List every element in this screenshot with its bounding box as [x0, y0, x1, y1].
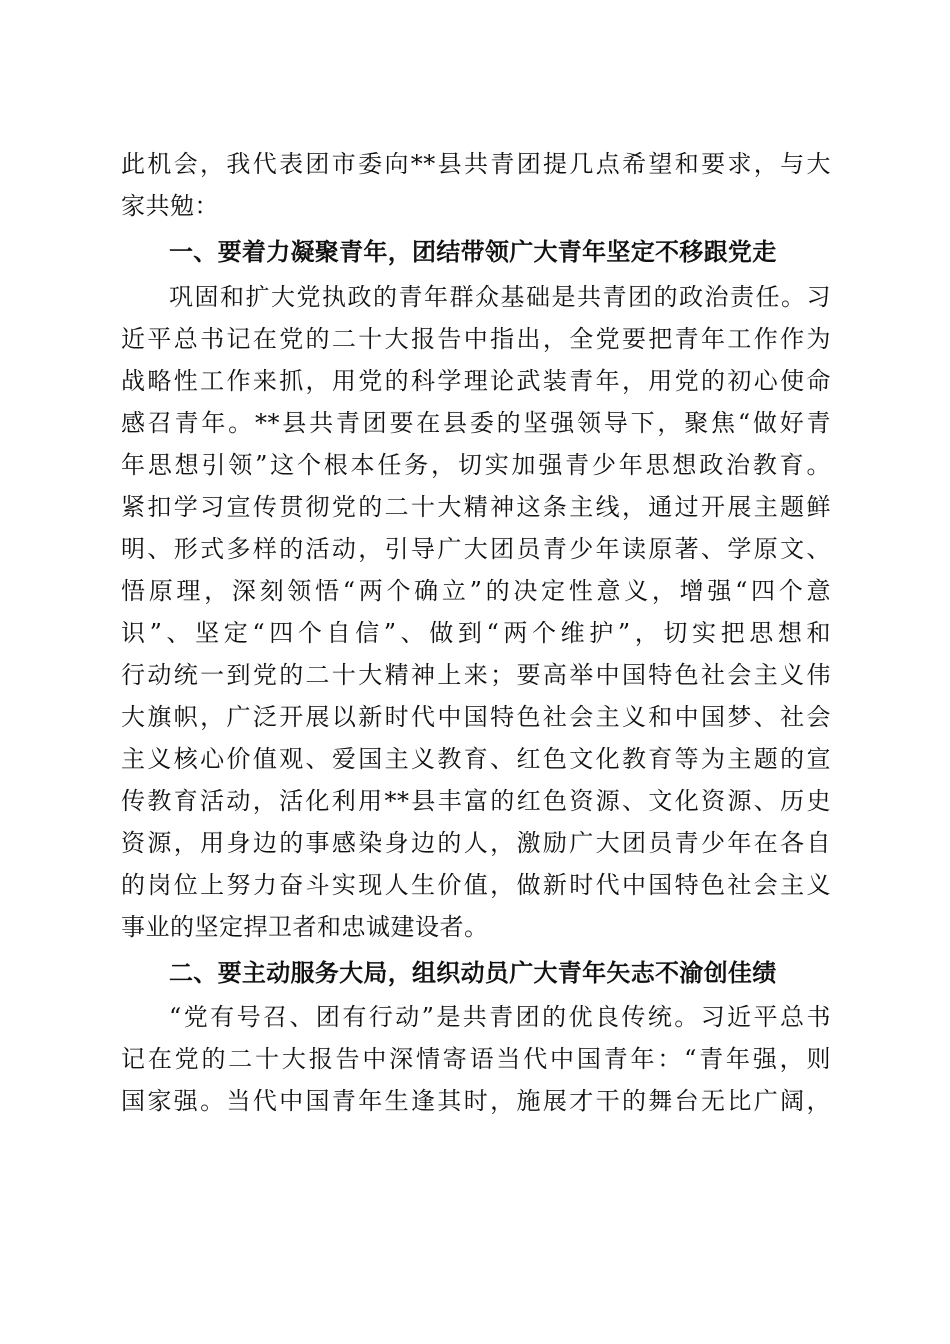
body-text-line: 资源，用身边的事感染身边的人，激励广大团员青少年在各自	[121, 829, 831, 857]
body-text-line: 的岗位上努力奋斗实现人生价值，做新时代中国特色社会主义	[121, 871, 831, 899]
body-text-line: “党有号召、团有行动”是共青团的优良传统。习近平总书	[169, 1003, 831, 1031]
body-text-line: 事业的坚定捍卫者和忠诚建设者。	[121, 913, 489, 941]
body-text-line: 巩固和扩大党执政的青年群众基础是共青团的政治责任。习	[169, 283, 831, 311]
body-text-line: 传教育活动，活化利用**县丰富的红色资源、文化资源、历史	[121, 787, 831, 815]
body-text-line: 记在党的二十大报告中深情寄语当代中国青年：“青年强，则	[121, 1045, 831, 1073]
body-text-line: 主义核心价值观、爱国主义教育、红色文化教育等为主题的宣	[121, 745, 831, 773]
body-text-line: 近平总书记在党的二十大报告中指出，全党要把青年工作作为	[121, 325, 831, 353]
body-text-line: 大旗帜，广泛开展以新时代中国特色社会主义和中国梦、社会	[121, 703, 831, 731]
body-text-line: 国家强。当代中国青年生逢其时，施展才干的舞台无比广阔，	[121, 1087, 831, 1115]
body-text-line: 家共勉：	[121, 192, 219, 220]
body-text-line: 此机会，我代表团市委向**县共青团提几点希望和要求，与大	[121, 150, 831, 178]
body-text-line: 战略性工作来抓，用党的科学理论武装青年，用党的初心使命	[121, 367, 831, 395]
body-text-line: 识”、坚定“四个自信”、做到“两个维护”，切实把思想和	[121, 619, 831, 647]
section-heading-2: 二、要主动服务大局，组织动员广大青年矢志不渝创佳绩	[169, 959, 777, 987]
body-text-line: 悟原理，深刻领悟“两个确立”的决定性意义，增强“四个意	[121, 577, 831, 605]
body-text-line: 年思想引领”这个根本任务，切实加强青少年思想政治教育。	[121, 451, 831, 479]
body-text-line: 感召青年。**县共青团要在县委的坚强领导下，聚焦“做好青	[121, 409, 831, 437]
body-text-line: 紧扣学习宣传贯彻党的二十大精神这条主线，通过开展主题鲜	[121, 493, 831, 521]
section-heading-1: 一、要着力凝聚青年，团结带领广大青年坚定不移跟党走	[169, 238, 777, 266]
body-text-line: 明、形式多样的活动，引导广大团员青少年读原著、学原文、	[121, 535, 831, 563]
body-text-line: 行动统一到党的二十大精神上来；要高举中国特色社会主义伟	[121, 661, 831, 689]
